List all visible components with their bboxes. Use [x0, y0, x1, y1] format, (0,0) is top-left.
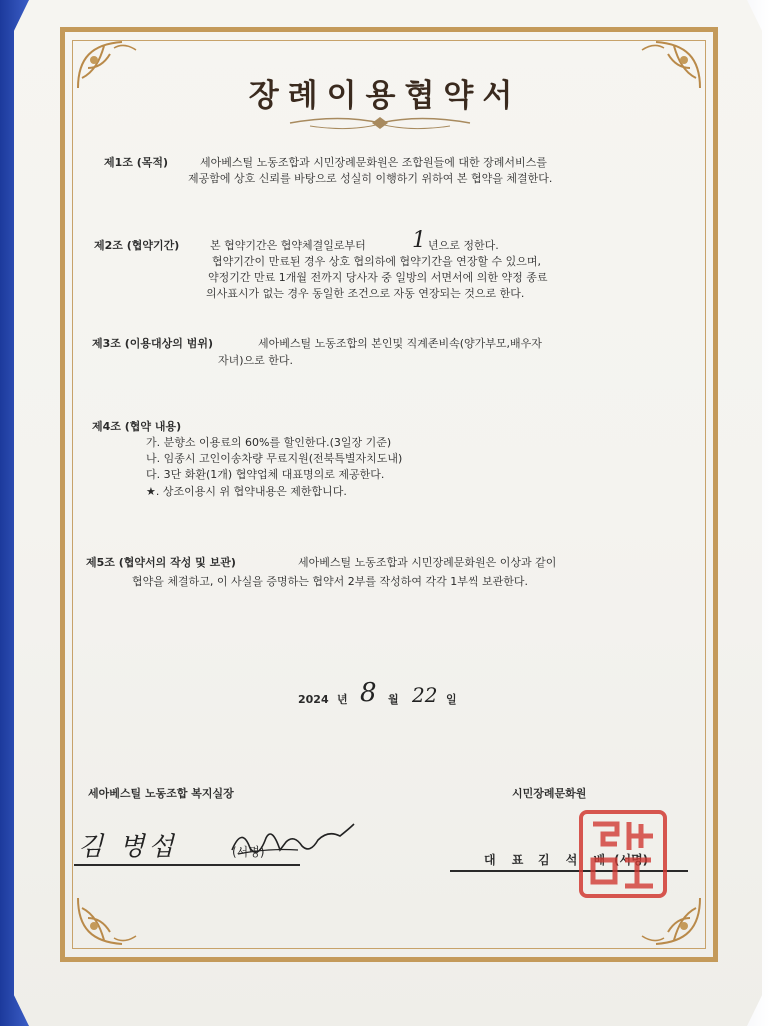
- article-4-item-na: 나. 임종시 고인이송차량 무료지원(전북특별자치도내): [146, 452, 403, 465]
- document-title: 장례이용협약서: [248, 78, 522, 114]
- article-2-line-4: 의사표시가 없는 경우 동일한 조건으로 자동 연장되는 것으로 한다.: [206, 287, 525, 300]
- article-2-line-1b: 년으로 정한다.: [428, 239, 499, 252]
- right-rep-label: 대 표: [484, 853, 530, 867]
- article-2-heading: 제2조 (협약기간): [94, 239, 180, 252]
- article-4-item-star: ★. 상조이용시 위 협약내용은 제한합니다.: [146, 485, 347, 498]
- right-party-org: 시민장례문화원: [512, 787, 587, 800]
- corner-ornament-icon: [74, 892, 146, 948]
- handwritten-years: 1: [412, 228, 426, 253]
- article-4-heading: 제4조 (협약 내용): [92, 420, 182, 433]
- left-party-org: 세아베스틸 노동조합 복지실장: [88, 787, 234, 800]
- date-year: 2024: [298, 693, 329, 706]
- handwritten-day: 22: [412, 683, 438, 707]
- left-sign-mark: (서명): [232, 845, 265, 859]
- date-year-unit: 년: [337, 693, 348, 706]
- left-signature-line: [74, 864, 300, 866]
- title-ornament-icon: [280, 112, 480, 134]
- article-5-heading: 제5조 (협약서의 작성 및 보관): [86, 556, 236, 569]
- article-4-item-ga: 가. 분향소 이용료의 60%를 할인한다.(3일장 기준): [146, 436, 392, 449]
- article-4-item-da: 다. 3단 화환(1개) 협약업체 대표명의로 제공한다.: [146, 468, 385, 481]
- article-2-line-1: 본 협약기간은 협약체결일로부터: [210, 239, 366, 252]
- date-day-unit: 일: [446, 693, 457, 706]
- article-5-line-2: 협약을 체결하고, 이 사실을 증명하는 협약서 2부를 작성하여 각각 1부씩 보관한다.: [132, 575, 528, 588]
- handwritten-signature-name: 김 병섭: [78, 832, 178, 862]
- article-2-line-2: 협약기간이 만료된 경우 상호 협의하에 협약기간을 연장할 수 있으며,: [212, 255, 541, 268]
- article-1-line-2: 제공함에 상호 신뢰를 바탕으로 성실히 이행하기 위하여 본 협약을 체결한다.: [188, 172, 553, 185]
- article-3-line-2: 자녀)으로 한다.: [218, 354, 294, 367]
- right-sign-mark: (서명): [614, 853, 649, 867]
- article-5-line-1: 세아베스틸 노동조합과 시민장례문화원은 이상과 같이: [298, 556, 557, 569]
- signature-scribble-icon: [228, 820, 358, 864]
- official-seal-icon: [575, 806, 671, 902]
- article-1-heading: 제1조 (목적): [104, 156, 169, 169]
- date-month-unit: 월: [388, 693, 399, 706]
- article-3-heading: 제3조 (이용대상의 범위): [92, 337, 214, 350]
- article-3-line-1: 세아베스틸 노동조합의 본인및 직계존비속(양가부모,배우자: [258, 337, 542, 350]
- handwritten-month: 8: [360, 678, 377, 708]
- article-2-line-3: 약정기간 만료 1개월 전까지 당사자 중 일방의 서면서에 의한 약정 종료: [208, 271, 548, 284]
- right-rep-name: 김 석 배: [538, 853, 612, 867]
- article-1-line-1: 세아베스틸 노동조합과 시민장례문화원은 조합원들에 대한 장례서비스를: [200, 156, 547, 169]
